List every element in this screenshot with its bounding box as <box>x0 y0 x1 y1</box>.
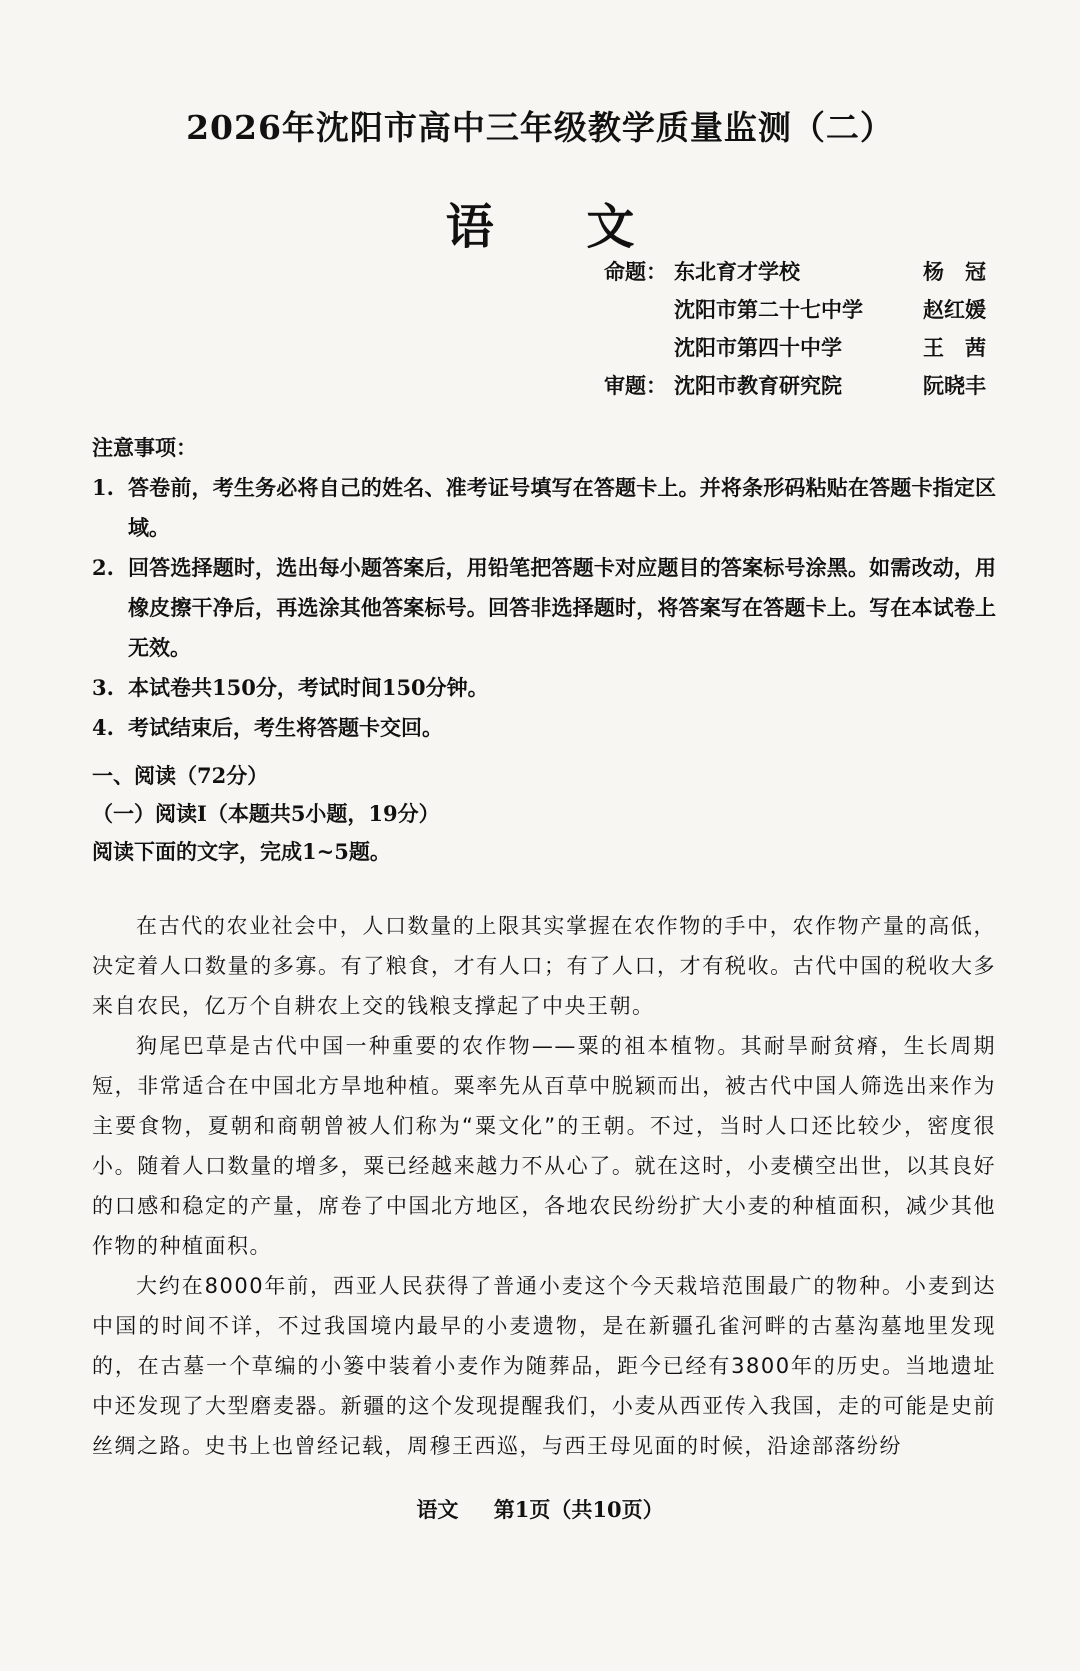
page-footer <box>0 1494 1080 1524</box>
notice-item <box>92 708 996 748</box>
notice-item <box>92 548 996 668</box>
notice-item <box>92 468 996 548</box>
credit-person: 杨 冠 <box>923 259 986 284</box>
credit-person: 阮晓丰 <box>923 373 986 398</box>
notice-text: 考试结束后，考生将答题卡交回。 <box>128 715 443 740</box>
reading-instruction: 阅读下面的文字，完成1~5题。 <box>92 839 391 864</box>
notice-text: 本试卷共150分，考试时间150分钟。 <box>128 675 489 700</box>
credit-school: 沈阳市第四十中学 <box>674 335 842 360</box>
credit-role: 命题： <box>604 259 667 284</box>
notice-number: 3. <box>92 675 114 700</box>
passage-paragraph: 狗尾巴草是古代中国一种重要的农作物——粟的祖本植物。其耐旱耐贫瘠，生长周期短，非常适合在中国北方旱地种植。粟率先从百草中脱颖而出，被古代中国人筛选出来作为主要食物，夏朝和商朝曾被人们称为“粟文化”的王朝。不过，当时人口还比较少，密度很小。随着人口数量的增多，粟已经越来越力不从心了。就在这时，小麦横空出世，以其良好的口感和稳定的产量，席卷了中国北方地区，各地农民纷纷扩大小麦的种植面积，减少其他作物的种植面积。 <box>92 1034 996 1258</box>
notice-item <box>92 668 996 708</box>
notice-text: 回答选择题时，选出每小题答案后，用铅笔把答题卡对应题目的答案标号涂黑。如需改动，用橡皮擦干净后，再选涂其他答案标号。回答非选择题时，将答案写在答题卡上。写在本试卷上无效。 <box>128 555 996 660</box>
credit-role: 审题： <box>604 373 667 398</box>
notice-list <box>92 468 996 748</box>
notice-number: 1. <box>92 475 114 500</box>
credit-person: 赵红媛 <box>923 297 986 322</box>
passage-paragraph: 大约在8000年前，西亚人民获得了普通小麦这个今天栽培范围最广的物种。小麦到达中国的时间不详，不过我国境内最早的小麦遗物，是在新疆孔雀河畔的古墓沟墓地里发现的，在古墓一个草编的小篓中装着小麦作为随葬品，距今已经有3800年的历史。当地遗址中还发现了大型磨麦器。新疆的这个发现提醒我们，小麦从西亚传入我国，走的可能是史前丝绸之路。史书上也曾经记载，周穆王西巡，与西王母见面的时候，沿途部落纷纷 <box>92 1274 996 1458</box>
subject-title: 语 文 <box>445 199 673 255</box>
credit-school: 沈阳市教育研究院 <box>674 373 842 398</box>
notice-text: 答卷前，考生务必将自己的姓名、准考证号填写在答题卡上。并将条形码粘贴在答题卡指定区域。 <box>128 475 996 540</box>
section-title: 一、阅读（72分） <box>92 763 269 788</box>
notice-number: 2. <box>92 555 114 580</box>
notice-heading: 注意事项： <box>92 435 197 460</box>
exam-title: 2026年沈阳市高中三年级教学质量监测（二） <box>186 108 894 147</box>
credit-person: 王 茜 <box>923 335 986 360</box>
credit-school: 沈阳市第二十七中学 <box>674 297 863 322</box>
credit-school: 东北育才学校 <box>674 259 800 284</box>
section-subtitle: （一）阅读Ⅰ（本题共5小题，19分） <box>92 801 440 826</box>
footer-page-number: 第1页（共10页） <box>493 1497 664 1522</box>
reading-passage <box>92 906 996 1466</box>
footer-subject: 语文 <box>416 1497 459 1522</box>
passage-paragraph: 在古代的农业社会中，人口数量的上限其实掌握在农作物的手中，农作物产量的高低，决定着人口数量的多寡。有了粮食，才有人口；有了人口，才有税收。古代中国的税收大多来自农民，亿万个自耕农上交的钱粮支撑起了中央王朝。 <box>92 914 996 1018</box>
notice-number: 4. <box>92 715 114 740</box>
